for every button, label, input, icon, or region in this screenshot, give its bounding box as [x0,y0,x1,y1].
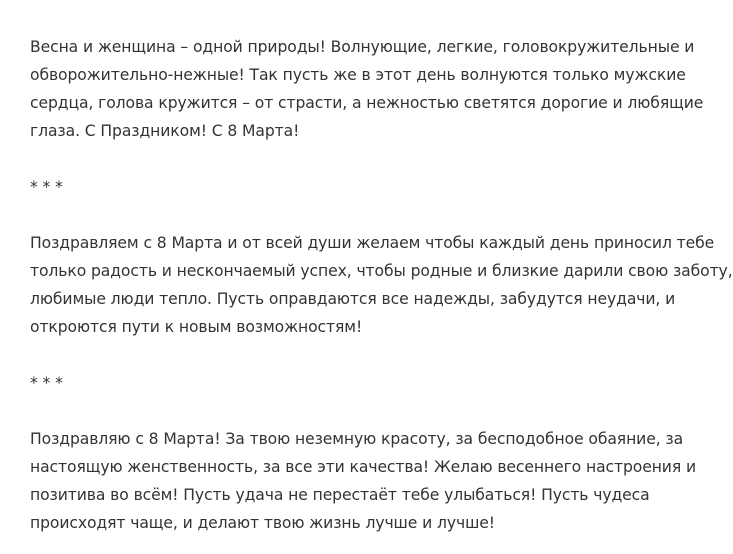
spacer [30,145,710,173]
section-separator: * * * [30,178,63,196]
text-line: обворожительно-нежные! Так пусть же в этот день волнуются только мужские [30,66,686,84]
greeting-paragraph-3 [30,425,710,537]
spacer [30,341,710,369]
greeting-paragraph-1 [30,33,710,145]
text-line: сердца, голова кружится – от страсти, а нежностью светятся дорогие и любящие [30,94,704,112]
text-line: настоящую женственность, за все эти качества! Желаю весеннего настроения и [30,458,697,476]
text-line: происходят чаще, и делают твою жизнь лучше и лучше! [30,514,495,532]
text-line: Весна и женщина – одной природы! Волнующие, легкие, головокружительные и [30,38,695,56]
text-line: позитива во всём! Пусть удача не перестаёт тебе улыбаться! Пусть чудеса [30,486,650,504]
greetings-article [30,33,733,537]
section-separator: * * * [30,374,63,392]
spacer [30,397,710,425]
text-line: любимые люди тепло. Пусть оправдаются все надежды, забудутся неудачи, и [30,290,676,308]
text-line: глаза. С Праздником! С 8 Марта! [30,122,300,140]
greeting-paragraph-2 [30,229,733,341]
spacer [30,201,710,229]
text-line: только радость и нескончаемый успех, чтобы родные и близкие дарили свою заботу, [30,262,733,280]
text-line: Поздравляем с 8 Марта и от всей души желаем чтобы каждый день приносил тебе [30,234,715,252]
text-line: Поздравляю с 8 Марта! За твою неземную красоту, за бесподобное обаяние, за [30,430,684,448]
text-line: откроются пути к новым возможностям! [30,318,363,336]
